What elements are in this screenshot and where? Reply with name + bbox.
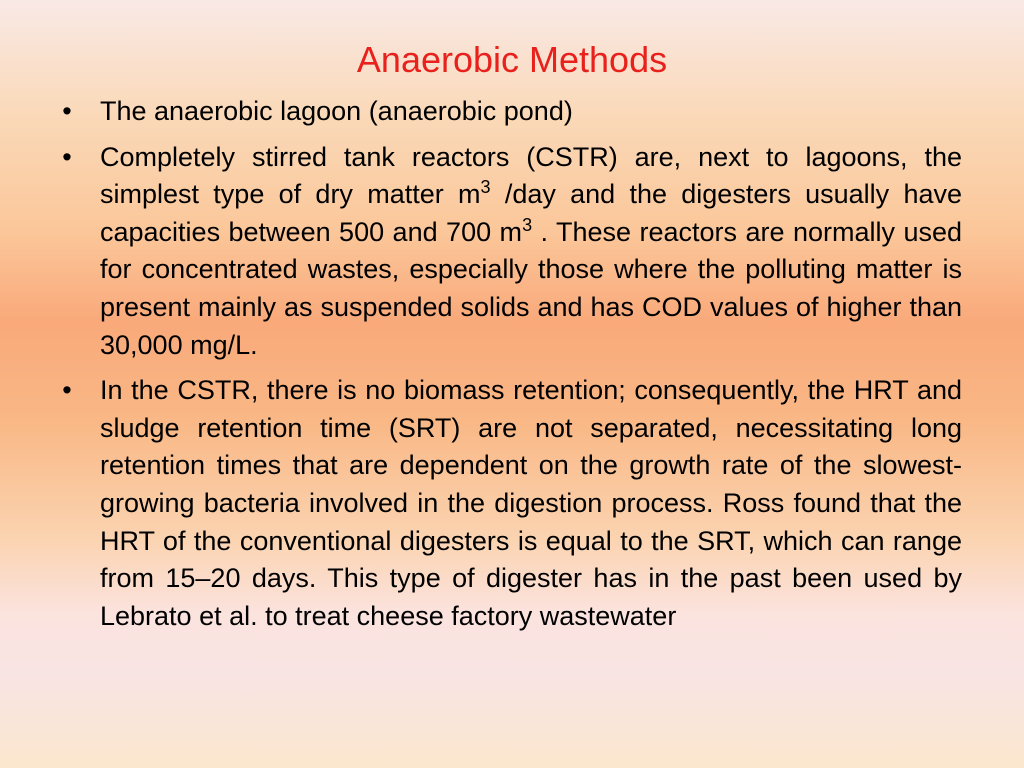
bullet-text: [100, 96, 573, 126]
bullet-text-segment: /day and the digesters usually have capacities between 500 and 700 m: [100, 179, 962, 247]
bullet-anaerobic-lagoon: [57, 93, 962, 131]
bullet-text: [100, 375, 962, 631]
slide-title: Anaerobic Methods: [356, 39, 668, 80]
bullet-list: [57, 93, 962, 643]
bullet-text-segment: Completely stirred tank reactors (CSTR) are, next to lagoons, the simplest type of dry matter m: [100, 141, 962, 210]
bullet-text-segment: In the CSTR, there is no biomass retention; consequently, the HRT and sludge retention time (SRT) are not separated, necessitating long retention times that are dependent on the growth rate of the slowest-growing bacteria involved in the digestion process. Ross found that the HRT of the conventional digesters is equal to the SRT, which can range from 15–20 days. This type of digester has in the past been used by Lebrato et al. to treat cheese factory wastewater: [100, 375, 962, 631]
bullet-text-segment: . These reactors are normally used for concentrated wastes, especially those where the polluting matter is present mainly as suspended solids and has COD values of higher than 30,000 mg/L.: [100, 216, 962, 360]
bullet-cstr-description: [57, 139, 962, 365]
superscript-exponent: 3: [522, 214, 533, 235]
bullet-dot-icon: •: [62, 141, 72, 172]
superscript-exponent: 3: [480, 177, 491, 198]
bullet-cstr-retention: [57, 372, 962, 635]
bullet-dot-icon: •: [62, 375, 72, 406]
bullet-text-segment: The anaerobic lagoon (anaerobic pond): [100, 96, 573, 126]
bullet-dot-icon: •: [62, 96, 72, 126]
bullet-text: [100, 142, 962, 360]
